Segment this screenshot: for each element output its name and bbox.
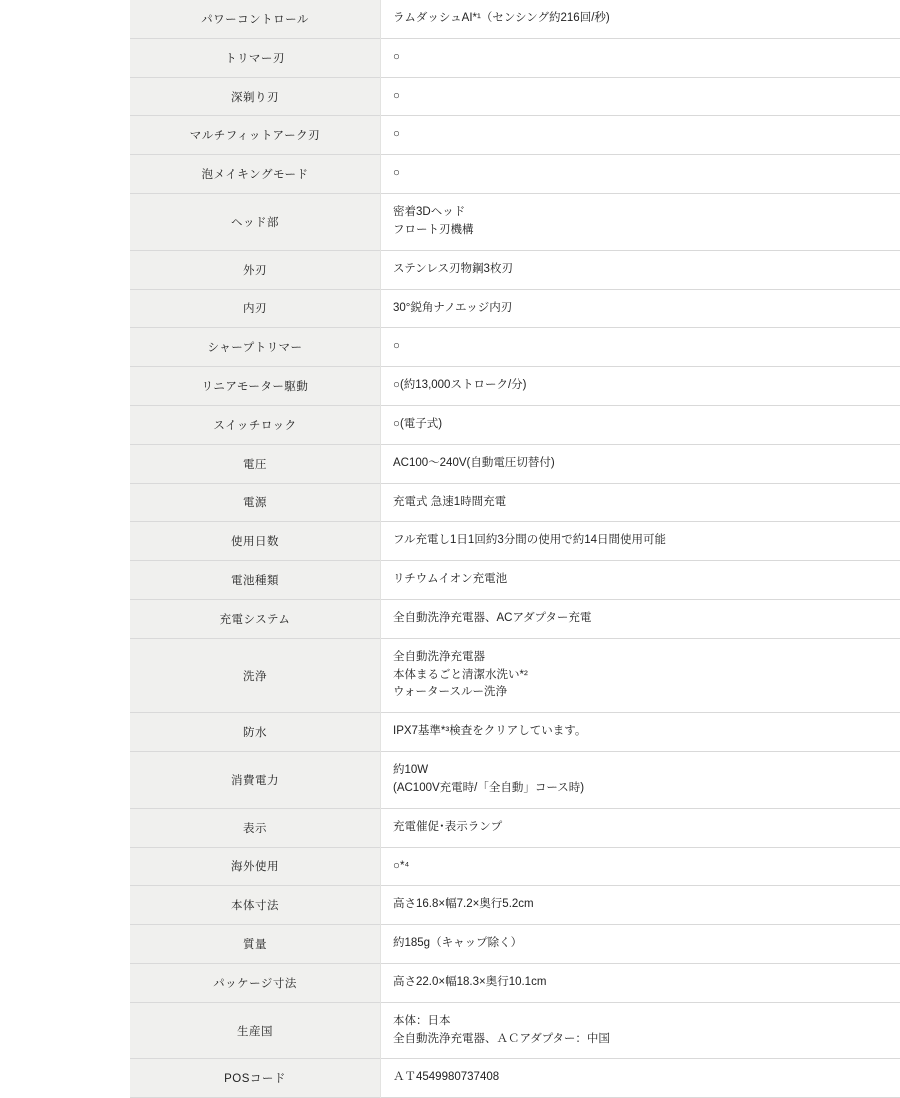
table-row xyxy=(130,925,900,964)
spec-value-line: 約10W xyxy=(393,762,888,780)
spec-value-line: ウォータースルー洗浄 xyxy=(393,684,888,702)
spec-label-cell: スイッチロック xyxy=(130,405,381,444)
specification-table-body xyxy=(130,0,900,1098)
spec-value-line: 充電催促･表示ランプ xyxy=(393,819,888,837)
spec-label-cell: 防水 xyxy=(130,713,381,752)
spec-value-cell xyxy=(381,289,900,328)
table-row xyxy=(130,77,900,116)
spec-value-cell xyxy=(381,155,900,194)
spec-value-cell xyxy=(381,1002,900,1059)
specification-table xyxy=(130,0,900,1098)
spec-label-cell: パッケージ寸法 xyxy=(130,963,381,1002)
spec-label-cell: リニアモーター駆動 xyxy=(130,367,381,406)
table-row xyxy=(130,1059,900,1098)
spec-label-cell: 海外使用 xyxy=(130,847,381,886)
spec-value-line: フロート刃機構 xyxy=(393,222,888,240)
spec-value-line: 全自動洗浄充電器、ＡＣアダプター：中国 xyxy=(393,1031,888,1049)
table-row xyxy=(130,328,900,367)
spec-value-cell xyxy=(381,405,900,444)
spec-value-line: 30°鋭角ナノエッジ内刃 xyxy=(393,300,888,318)
table-row xyxy=(130,847,900,886)
spec-value-line: 本体まるごと清潔水洗い*² xyxy=(393,667,888,685)
spec-label-cell: 内刃 xyxy=(130,289,381,328)
spec-value-line: 高さ16.8×幅7.2×奥行5.2cm xyxy=(393,896,888,914)
spec-value-line: ○(約13,000ストローク/分) xyxy=(393,377,888,395)
spec-label-cell: POSコード xyxy=(130,1059,381,1098)
spec-value-cell xyxy=(381,600,900,639)
spec-value-cell xyxy=(381,38,900,77)
spec-label-cell: 外刃 xyxy=(130,250,381,289)
table-row xyxy=(130,116,900,155)
spec-value-cell xyxy=(381,444,900,483)
spec-label-cell: 洗浄 xyxy=(130,638,381,712)
spec-value-cell xyxy=(381,116,900,155)
table-row xyxy=(130,194,900,251)
spec-label-cell: 表示 xyxy=(130,808,381,847)
spec-value-cell xyxy=(381,483,900,522)
spec-value-cell xyxy=(381,886,900,925)
table-row xyxy=(130,963,900,1002)
spec-value-cell xyxy=(381,925,900,964)
spec-value-cell xyxy=(381,328,900,367)
spec-value-line: AC100〜240V(自動電圧切替付) xyxy=(393,455,888,473)
spec-label-cell: 消費電力 xyxy=(130,752,381,809)
spec-value-line: 密着3Dヘッド xyxy=(393,204,888,222)
spec-value-cell xyxy=(381,963,900,1002)
spec-value-line: ○ xyxy=(393,49,888,67)
table-row xyxy=(130,638,900,712)
table-row xyxy=(130,367,900,406)
spec-value-line: 全自動洗浄充電器 xyxy=(393,649,888,667)
table-row xyxy=(130,155,900,194)
table-row xyxy=(130,886,900,925)
table-row xyxy=(130,289,900,328)
spec-value-cell xyxy=(381,561,900,600)
spec-value-cell xyxy=(381,1059,900,1098)
spec-value-cell xyxy=(381,194,900,251)
spec-value-cell xyxy=(381,250,900,289)
spec-value-cell xyxy=(381,752,900,809)
spec-label-cell: 使用日数 xyxy=(130,522,381,561)
spec-value-cell xyxy=(381,77,900,116)
spec-label-cell: マルチフィットアーク刃 xyxy=(130,116,381,155)
table-row xyxy=(130,483,900,522)
spec-value-line: 全自動洗浄充電器、ACアダプター充電 xyxy=(393,610,888,628)
spec-label-cell: 質量 xyxy=(130,925,381,964)
table-row xyxy=(130,808,900,847)
table-row xyxy=(130,522,900,561)
spec-value-line: IPX7基準*³検査をクリアしています。 xyxy=(393,723,888,741)
table-row xyxy=(130,38,900,77)
spec-value-line: ○ xyxy=(393,165,888,183)
spec-value-line: ステンレス刃物鋼3枚刃 xyxy=(393,261,888,279)
spec-label-cell: 電池種類 xyxy=(130,561,381,600)
spec-value-cell xyxy=(381,0,900,38)
spec-value-line: ○ xyxy=(393,338,888,356)
spec-label-cell: ヘッド部 xyxy=(130,194,381,251)
table-row xyxy=(130,444,900,483)
spec-value-line: ＡＴ4549980737408 xyxy=(393,1069,888,1087)
spec-value-line: ○*⁴ xyxy=(393,858,888,876)
spec-value-cell xyxy=(381,847,900,886)
spec-label-cell: 電源 xyxy=(130,483,381,522)
spec-value-cell xyxy=(381,367,900,406)
spec-value-line: 高さ22.0×幅18.3×奥行10.1cm xyxy=(393,974,888,992)
spec-label-cell: シャープトリマー xyxy=(130,328,381,367)
table-row xyxy=(130,0,900,38)
spec-value-cell xyxy=(381,808,900,847)
spec-label-cell: 電圧 xyxy=(130,444,381,483)
spec-label-cell: 泡メイキングモード xyxy=(130,155,381,194)
spec-label-cell: 生産国 xyxy=(130,1002,381,1059)
table-row xyxy=(130,250,900,289)
spec-value-cell xyxy=(381,713,900,752)
table-row xyxy=(130,561,900,600)
table-row xyxy=(130,1002,900,1059)
spec-label-cell: 深剃り刃 xyxy=(130,77,381,116)
spec-value-line: (AC100V充電時/「全自動」コース時) xyxy=(393,780,888,798)
spec-value-cell xyxy=(381,638,900,712)
spec-label-cell: 本体寸法 xyxy=(130,886,381,925)
spec-value-line: ラムダッシュAI*¹（センシング約216回/秒) xyxy=(393,10,888,28)
spec-value-line: 本体：日本 xyxy=(393,1013,888,1031)
spec-value-line: フル充電し1日1回約3分間の使用で約14日間使用可能 xyxy=(393,532,888,550)
spec-value-line: ○ xyxy=(393,126,888,144)
spec-value-line: ○(電子式) xyxy=(393,416,888,434)
spec-label-cell: パワーコントロール xyxy=(130,0,381,38)
spec-value-line: リチウムイオン充電池 xyxy=(393,571,888,589)
table-row xyxy=(130,752,900,809)
spec-label-cell: トリマー刃 xyxy=(130,38,381,77)
spec-value-line: 約185g（キャップ除く） xyxy=(393,935,888,953)
spec-value-line: ○ xyxy=(393,88,888,106)
spec-value-cell xyxy=(381,522,900,561)
spec-label-cell: 充電システム xyxy=(130,600,381,639)
table-row xyxy=(130,600,900,639)
table-row xyxy=(130,405,900,444)
spec-value-line: 充電式 急速1時間充電 xyxy=(393,494,888,512)
table-row xyxy=(130,713,900,752)
